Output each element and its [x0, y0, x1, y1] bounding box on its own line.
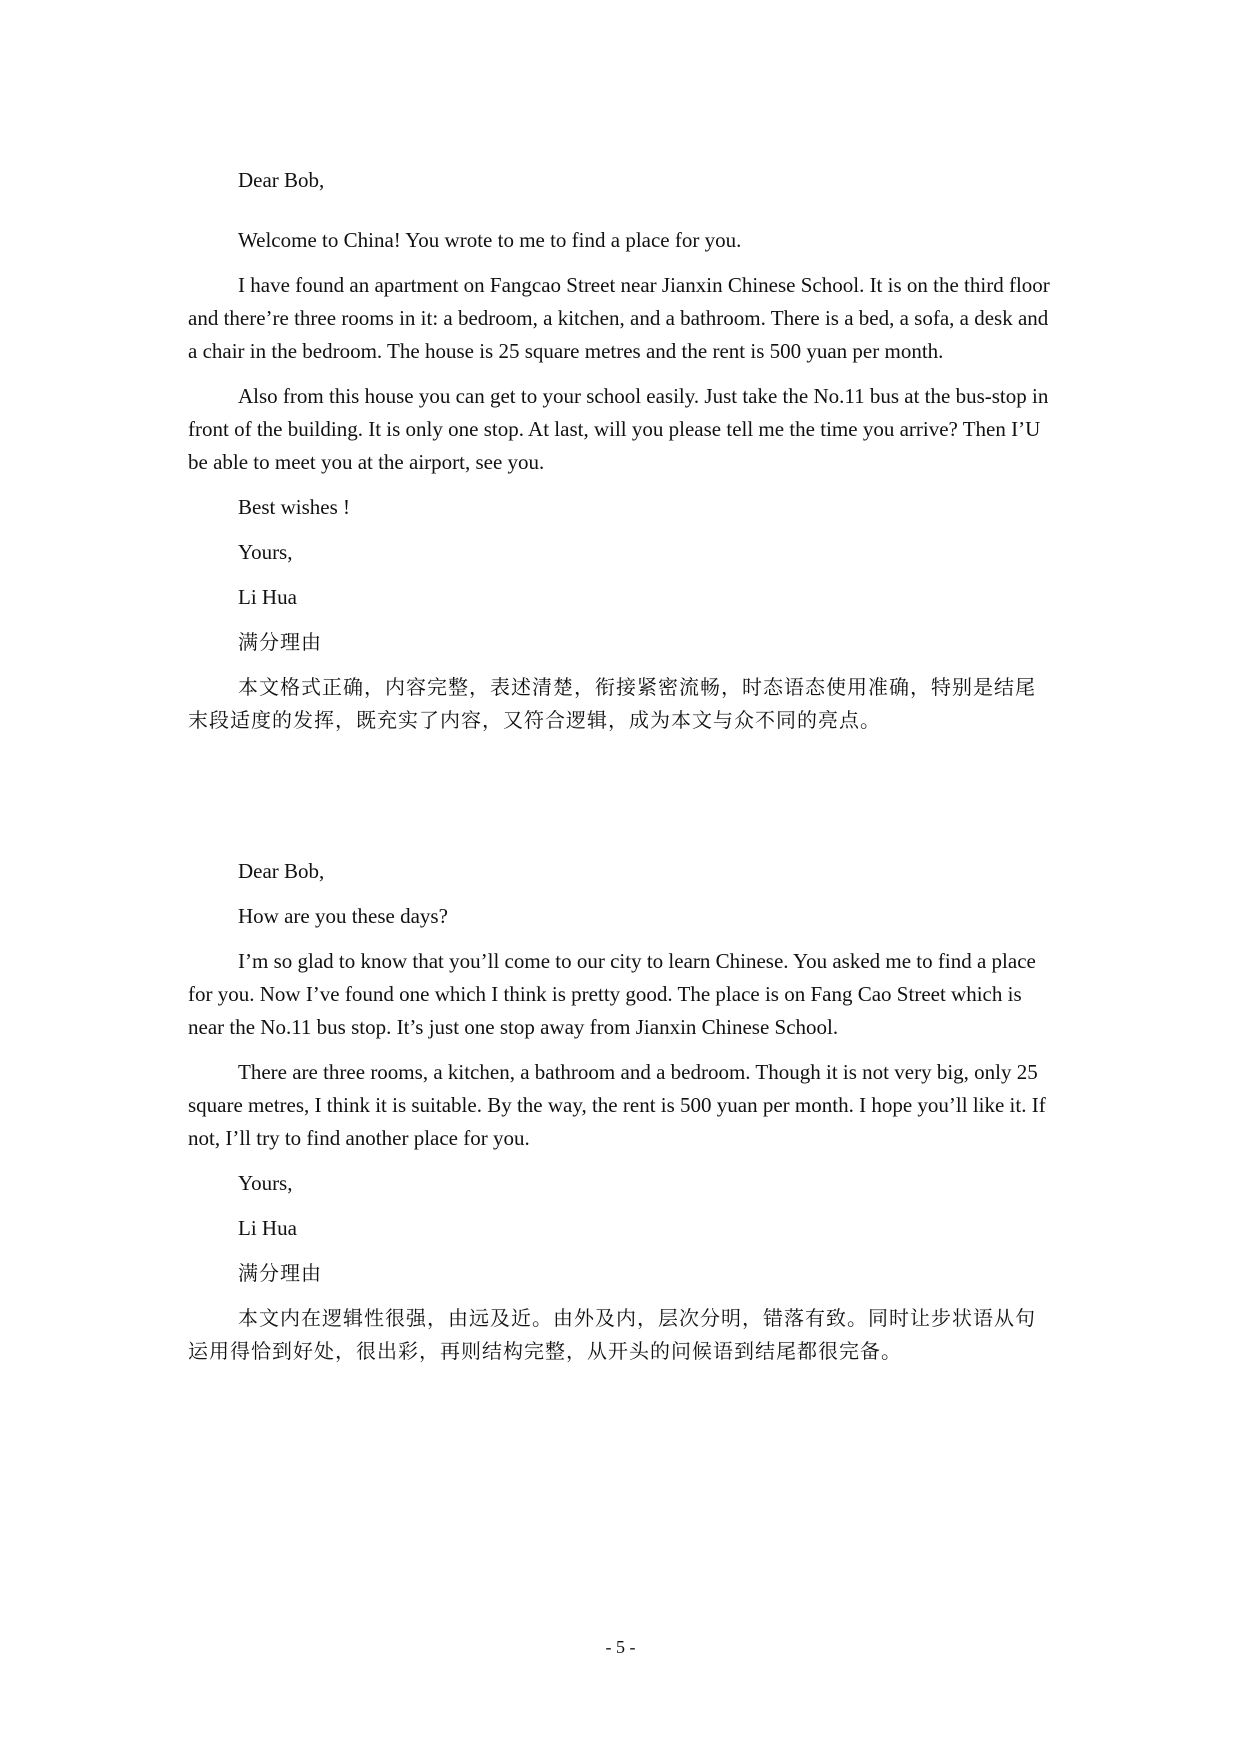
letter-2 — [188, 855, 1056, 1368]
comment-text: 本文格式正确，内容完整，表述清楚，衔接紧密流畅，时态语态使用准确，特别是结尾末段适度的发挥，既充实了内容，又符合逻辑，成为本文与众不同的亮点。 — [188, 675, 1036, 732]
letter-paragraph: Welcome to China! You wrote to me to find a place for you. — [238, 228, 742, 252]
letter-paragraph: Also from this house you can get to your school easily. Just take the No.11 bus at the bus-stop in front of the building. It is only one stop. At last, will you please tell me the time you arrive? Then I’U be able to meet you at the airport, see you. — [188, 384, 1049, 474]
letter-1 — [188, 164, 1056, 737]
letter-signature: Li Hua — [238, 585, 297, 609]
letter-paragraph: I have found an apartment on Fangcao Street near Jianxin Chinese School. It is on the third floor and there’re three rooms in it: a bedroom, a kitchen, and a bathroom. There is a bed, a sofa, a desk and a chair in the bedroom. The house is 25 square metres and the rent is 500 yuan per month. — [188, 273, 1050, 363]
letter-greeting: How are you these days? — [238, 904, 448, 928]
letter-closing: Yours, — [238, 540, 293, 564]
comment-text: 本文内在逻辑性很强，由远及近。由外及内，层次分明，错落有致。同时让步状语从句运用得恰到好处，很出彩，再则结构完整，从开头的问候语到结尾都很完备。 — [188, 1306, 1036, 1363]
letter-closing: Yours, — [238, 1171, 293, 1195]
letter-paragraph: I’m so glad to know that you’ll come to our city to learn Chinese. You asked me to find a place for you. Now I’ve found one which I think is pretty good. The place is on Fang Cao Street which is near the No.11 bus stop. It’s just one stop away from Jianxin Chinese School. — [188, 949, 1036, 1039]
page-number: - 5 - — [605, 1637, 636, 1657]
letter-wishes: Best wishes ! — [238, 495, 350, 519]
comment-title: 满分理由 — [238, 1261, 322, 1285]
letter-paragraph: There are three rooms, a kitchen, a bathroom and a bedroom. Though it is not very big, only 25 square metres, I think it is suitable. By the way, the rent is 500 yuan per month. I hope you’ll like it. If not, I’ll try to find another place for you. — [188, 1060, 1046, 1150]
comment-title: 满分理由 — [238, 630, 322, 654]
letter-signature: Li Hua — [238, 1216, 297, 1240]
letter-salutation: Dear Bob, — [238, 859, 325, 883]
letter-salutation: Dear Bob, — [238, 168, 325, 192]
